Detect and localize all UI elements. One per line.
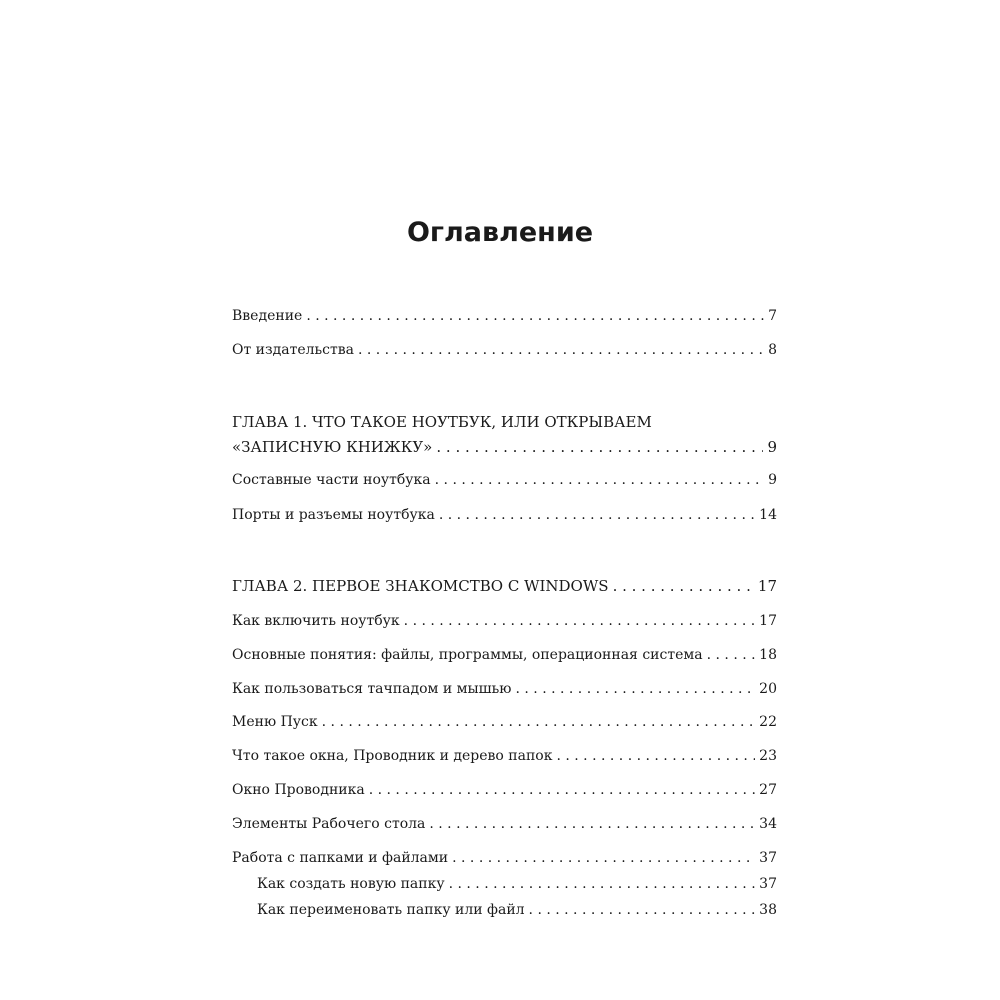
- toc-entry-label: ГЛАВА 2. ПЕРВОЕ ЗНАКОМСТВО С WINDOWS: [232, 577, 609, 595]
- toc-entry-page: 23: [759, 748, 777, 764]
- toc-entry[interactable]: [232, 778, 777, 802]
- toc-leader-dots: [322, 710, 756, 734]
- toc-leader-dots: [429, 812, 755, 836]
- toc-entry-page: 9: [768, 472, 777, 488]
- toc-entry[interactable]: [232, 338, 777, 362]
- toc-entry-label: Элементы Рабочего стола: [232, 816, 426, 832]
- toc-leader-dots: [404, 609, 756, 633]
- toc-entry-page: 34: [759, 816, 777, 832]
- toc-chapter-entry[interactable]: [232, 574, 777, 598]
- toc-entry-page: 20: [759, 681, 777, 697]
- toc-entry-label: От издательства: [232, 342, 354, 358]
- toc-entry-page: 22: [759, 714, 777, 730]
- toc-entry-label: «ЗАПИСНУЮ КНИЖКУ»: [232, 438, 433, 456]
- toc-entry[interactable]: [232, 643, 777, 667]
- toc-entry-label: Введение: [232, 308, 303, 324]
- toc-chapter-heading-line[interactable]: ГЛАВА 1. ЧТО ТАКОЕ НОУТБУК, ИЛИ ОТКРЫВАЕМ: [232, 413, 652, 431]
- toc-entry-label: Окно Проводника: [232, 782, 365, 798]
- toc-entry[interactable]: [232, 710, 777, 734]
- toc-entry[interactable]: [232, 812, 777, 836]
- toc-entry[interactable]: [232, 846, 777, 870]
- toc-entry-page: 14: [759, 507, 777, 523]
- toc-entry-page: 8: [768, 342, 777, 358]
- toc-entry[interactable]: [232, 677, 777, 701]
- toc-entry[interactable]: [232, 503, 777, 527]
- toc-subentry[interactable]: [257, 872, 777, 896]
- toc-subentry[interactable]: [257, 898, 777, 922]
- toc-entry-page: 18: [759, 647, 777, 663]
- toc-entry[interactable]: [232, 468, 777, 492]
- toc-entry[interactable]: [232, 609, 777, 633]
- toc-leader-dots: [435, 468, 764, 492]
- toc-entry-label: Порты и разъемы ноутбука: [232, 507, 435, 523]
- toc-leader-dots: [516, 677, 756, 701]
- toc-entry[interactable]: [232, 304, 777, 328]
- toc-leader-dots: [436, 435, 763, 459]
- toc-leader-dots: [613, 574, 754, 598]
- toc-leader-dots: [439, 503, 755, 527]
- toc-entry-page: 37: [759, 876, 777, 892]
- toc-leader-dots: [306, 304, 764, 328]
- toc-leader-dots: [449, 872, 756, 896]
- toc-leader-dots: [369, 778, 755, 802]
- toc-entry-page: 37: [759, 850, 777, 866]
- toc-entry-label: Как пользоваться тачпадом и мышью: [232, 681, 512, 697]
- toc-entry-label: Как переименовать папку или файл: [257, 902, 525, 918]
- toc-entry-label: Составные части ноутбука: [232, 472, 431, 488]
- toc-leader-dots: [707, 643, 756, 667]
- toc-leader-dots: [452, 846, 755, 870]
- toc-entry[interactable]: [232, 744, 777, 768]
- toc-entry-page: 9: [767, 438, 777, 456]
- toc-entry-label: Основные понятия: файлы, программы, операционная система: [232, 647, 703, 663]
- toc-entry-page: 27: [759, 782, 777, 798]
- toc-leader-dots: [358, 338, 764, 362]
- toc-leader-dots: [556, 744, 755, 768]
- toc-entry-page: 17: [759, 613, 777, 629]
- toc-chapter-entry[interactable]: [232, 435, 777, 459]
- toc-entry-label: Меню Пуск: [232, 714, 318, 730]
- toc-entry-page: 17: [757, 577, 777, 595]
- toc-entry-page: 7: [768, 308, 777, 324]
- toc-leader-dots: [529, 898, 756, 922]
- toc-entry-label: Что такое окна, Проводник и дерево папок: [232, 748, 553, 764]
- toc-entry-label: Как создать новую папку: [257, 876, 445, 892]
- page-title: Оглавление: [406, 217, 594, 248]
- toc-entry-label: Работа с папками и файлами: [232, 850, 449, 866]
- toc-entry-page: 38: [759, 902, 777, 918]
- toc-entry-label: Как включить ноутбук: [232, 613, 400, 629]
